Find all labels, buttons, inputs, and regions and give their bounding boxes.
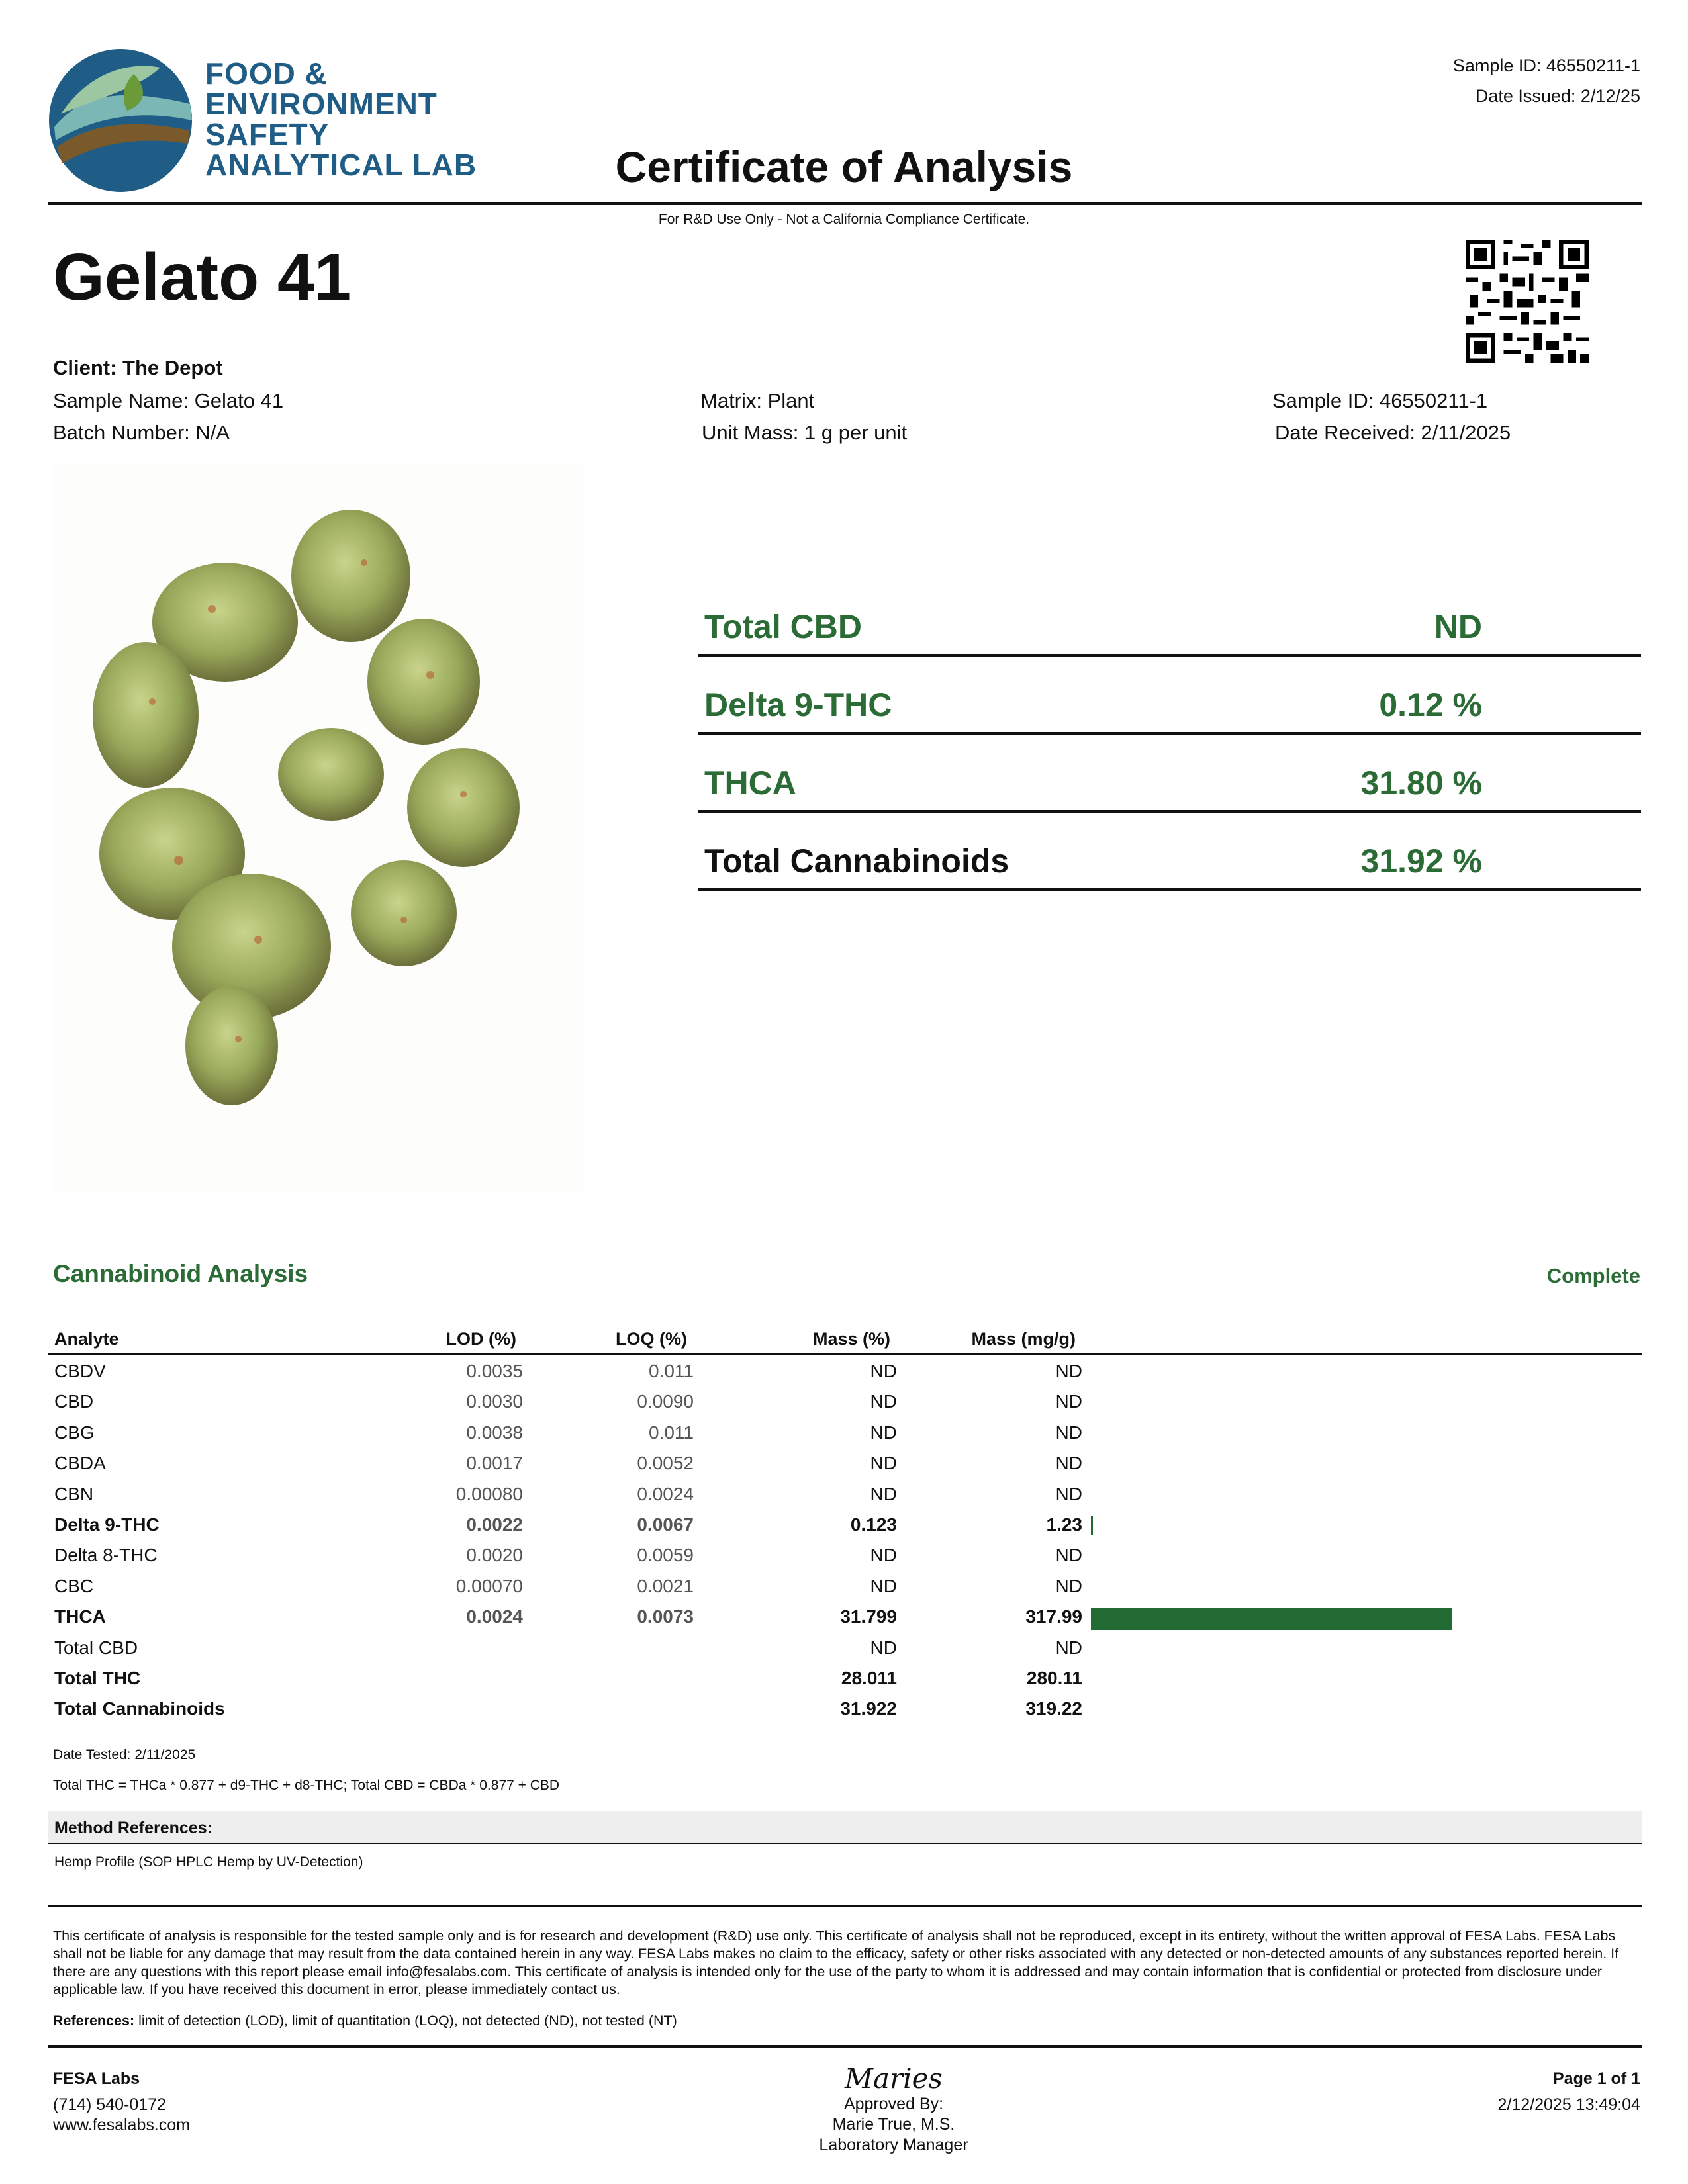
cell-lod: 0.00080 [455,1483,523,1504]
cell-mass-pct: ND [870,1575,897,1596]
product-photo [53,463,583,1191]
table-row [53,1668,1642,1698]
approver-title: Laboratory Manager [819,2136,968,2154]
summary-total-cbd: Total CBD ND [698,581,1641,657]
approver-name: Marie True, M.S. [832,2115,955,2134]
matrix: Matrix: Plant [700,389,815,412]
cell-lod: 0.0022 [466,1514,523,1535]
summary-thca: THCA 31.80 % [698,737,1641,813]
footer-website: www.fesalabs.com [53,2116,191,2134]
cell-mass-mg: 317.99 [1025,1606,1082,1627]
col-loq: LOQ (%) [616,1329,687,1349]
cell-mass-mg: 1.23 [1046,1514,1082,1535]
col-mass-mg: Mass (mg/g) [971,1329,1076,1349]
cell-analyte: Total CBD [54,1637,138,1658]
batch-number: Batch Number: N/A [53,421,230,444]
qr-code [1466,240,1589,363]
cell-analyte: Total Cannabinoids [54,1698,225,1719]
table-header-rule [48,1353,1642,1355]
cell-analyte: Delta 9-THC [54,1514,160,1535]
method-title: Method References: [54,1819,212,1837]
cell-mass-pct: 31.922 [840,1698,897,1719]
cell-mass-mg: ND [1055,1545,1082,1566]
cell-analyte: CBC [54,1575,94,1596]
cell-analyte: CBDA [54,1453,106,1474]
footer-company: FESA Labs [53,2070,140,2088]
cell-analyte: CBD [54,1391,94,1412]
col-lod: LOD (%) [445,1329,516,1349]
sample-name: Sample Name: Gelato 41 [53,389,284,412]
cell-mass-mg: ND [1055,1391,1082,1412]
references [53,2012,1642,2030]
summary-total-cannabinoids: Total Cannabinoids 31.92 % [698,815,1641,891]
table-row [53,1422,1642,1453]
cell-lod: 0.0020 [466,1545,523,1566]
footer-approval [715,2064,1072,2156]
client-name: Client: The Depot [53,356,223,379]
cell-lod: 0.0035 [466,1361,523,1381]
table-row [53,1698,1642,1729]
cell-mass-pct: 28.011 [841,1668,897,1688]
cell-mass-pct: ND [870,1545,897,1566]
disclaimer-divider [48,1905,1642,1907]
report-timestamp: 2/12/2025 13:49:04 [1497,2095,1640,2114]
cell-loq: 0.0067 [637,1514,694,1535]
header-meta [1453,50,1640,111]
table-row [53,1361,1642,1391]
cell-mass-pct: ND [870,1453,897,1474]
cell-analyte: Total THC [54,1668,141,1688]
col-analyte: Analyte [54,1329,119,1349]
cell-lod: 0.0030 [466,1391,523,1412]
approved-by-label: Approved By: [843,2095,944,2113]
cell-mass-mg: 280.11 [1026,1668,1082,1688]
cell-mass-mg: ND [1055,1453,1082,1474]
header-date-issued: Date Issued: 2/12/25 [1475,86,1640,106]
cell-lod: 0.0017 [466,1453,523,1474]
mass-bar [1091,1608,1452,1630]
cell-mass-pct: 0.123 [850,1514,897,1535]
table-row [53,1484,1642,1514]
table-row [53,1453,1642,1483]
header-divider [48,202,1642,205]
cell-loq: 0.0052 [637,1453,694,1474]
document-title: Certificate of Analysis [615,142,1073,191]
cell-mass-pct: 31.799 [840,1606,897,1627]
summary-delta9-thc: Delta 9-THC 0.12 % [698,659,1641,735]
analysis-status: Complete [1546,1264,1640,1287]
cell-analyte: CBG [54,1422,95,1443]
product-name: Gelato 41 [53,240,352,314]
table-row [53,1545,1642,1575]
cell-analyte: CBN [54,1483,94,1504]
cell-mass-pct: ND [870,1422,897,1443]
cell-lod: 0.0024 [466,1606,523,1627]
total-formula: Total THC = THCa * 0.877 + d9-THC + d8-THC; Total CBD = CBDa * 0.877 + CBD [53,1778,560,1793]
cell-mass-pct: ND [870,1637,897,1658]
col-mass-pct: Mass (%) [812,1329,890,1349]
method-text: Hemp Profile (SOP HPLC Hemp by UV-Detection) [54,1854,363,1870]
cell-analyte: Delta 8-THC [54,1545,158,1566]
cell-mass-mg: ND [1055,1637,1082,1658]
cell-loq: 0.0024 [637,1483,694,1504]
cell-loq: 0.011 [649,1361,694,1381]
cell-mass-pct: ND [870,1361,897,1381]
cell-analyte: THCA [54,1606,106,1627]
table-row [53,1514,1642,1545]
cell-loq: 0.011 [649,1422,694,1443]
signature: Maries [845,2062,943,2095]
cell-mass-pct: ND [870,1483,897,1504]
cell-loq: 0.0021 [637,1575,694,1596]
header-sample-id: Sample ID: 46550211-1 [1452,56,1640,75]
cell-mass-pct: ND [870,1391,897,1412]
footer-divider [48,2045,1642,2048]
cell-loq: 0.0059 [637,1545,694,1566]
cell-analyte: CBDV [54,1361,106,1381]
cell-lod: 0.0038 [466,1422,523,1443]
sample-id: Sample ID: 46550211-1 [1272,389,1488,412]
document-subtitle: For R&D Use Only - Not a California Compliance Certificate. [658,212,1030,227]
date-tested: Date Tested: 2/11/2025 [53,1747,196,1762]
footer-phone: (714) 540-0172 [53,2095,166,2114]
cell-loq: 0.0090 [637,1391,694,1412]
unit-mass: Unit Mass: 1 g per unit [702,421,908,444]
analysis-title: Cannabinoid Analysis [53,1260,308,1287]
cell-mass-mg: ND [1055,1575,1082,1596]
disclaimer: This certificate of analysis is responsible for the tested sample only and is for research and development (R&D) use only. This certificate of analysis shall not be reproduced, except in its entirety, without the written approval of FESA Labs. FESA Labs shall not be liable for any damage that may result from the data contained herein in any way. FESA Labs makes no claim to the efficacy, safety or other risks associated with any detected or non-detected amounts of any substances reported herein. If there are any questions with this report please email info@fesalabs.com. This certificate of analysis is intended only for the use of the party to whom it is addressed and may contain information that is confidential or protected from disclosure under applicable law. If you have received this document in error, please immediately contact us. [53,1928,1619,1997]
cell-mass-mg: ND [1055,1483,1082,1504]
mass-bar [1091,1516,1093,1535]
page-number: Page 1 of 1 [1553,2070,1640,2088]
date-received: Date Received: 2/11/2025 [1275,421,1511,444]
cell-mass-mg: 319.22 [1025,1698,1082,1719]
cell-loq: 0.0073 [637,1606,694,1627]
references-label: References: [53,2013,135,2028]
table-row [53,1576,1642,1606]
method-header [48,1811,1642,1844]
lab-name: FOOD & ENVIRONMENT SAFETY ANALYTICAL LAB [205,56,477,182]
cell-mass-mg: ND [1055,1422,1082,1443]
cell-lod: 0.00070 [455,1575,523,1596]
footer-company-block [53,2069,190,2136]
references-text: limit of detection (LOD), limit of quantitation (LOQ), not detected (ND), not tested (NT) [134,2013,677,2028]
footer-page-block [1498,2069,1640,2115]
table-row [53,1637,1642,1668]
table-row [53,1391,1642,1422]
cell-mass-mg: ND [1055,1361,1082,1381]
